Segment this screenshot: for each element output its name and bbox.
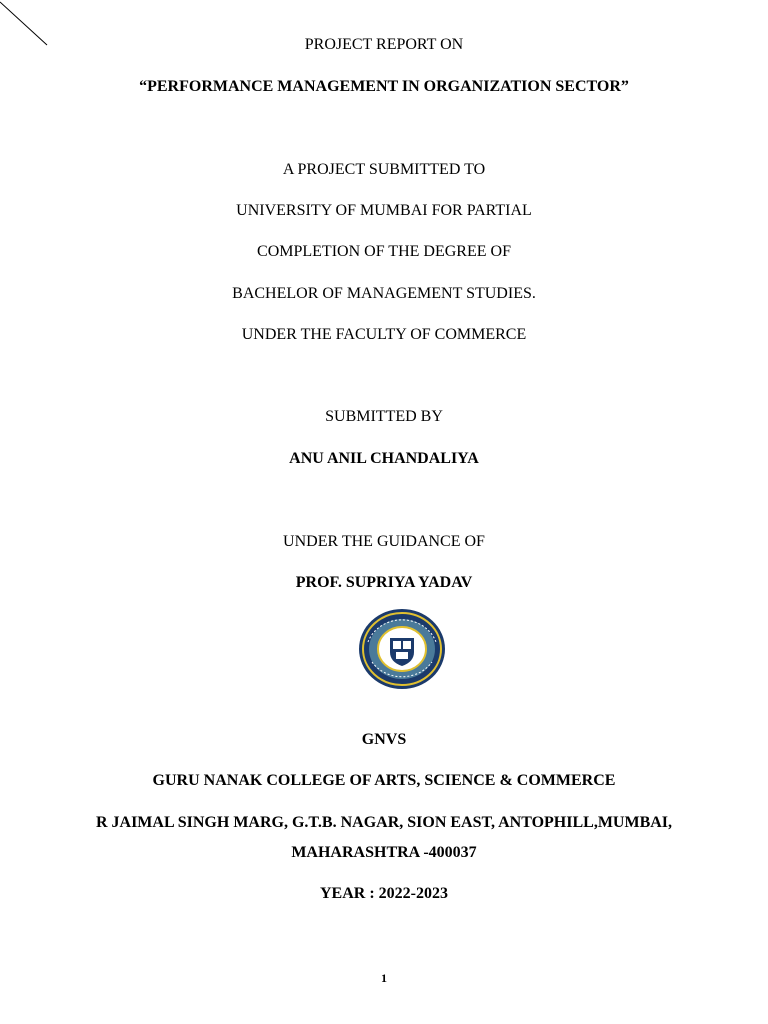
address-line-2: MAHARASHTRA -400037 bbox=[291, 844, 477, 861]
submitted-to-line-2: UNIVERSITY OF MUMBAI FOR PARTIAL bbox=[236, 202, 532, 219]
guide-name: PROF. SUPRIYA YADAV bbox=[295, 574, 473, 591]
report-heading: PROJECT REPORT ON bbox=[304, 36, 464, 53]
submitted-to-line-5: UNDER THE FACULTY OF COMMERCE bbox=[241, 326, 527, 343]
address-line-1: R JAIMAL SINGH MARG, G.T.B. NAGAR, SION EAST, ANTOPHILL,MUMBAI, bbox=[95, 814, 673, 831]
college-name: GURU NANAK COLLEGE OF ARTS, SCIENCE & COMMERCE bbox=[152, 772, 616, 789]
submitted-to-line-4: BACHELOR OF MANAGEMENT STUDIES. bbox=[232, 285, 536, 302]
guidance-label: UNDER THE GUIDANCE OF bbox=[283, 533, 485, 550]
student-name: ANU ANIL CHANDALIYA bbox=[289, 450, 479, 467]
college-short-name: GNVS bbox=[361, 731, 407, 748]
college-seal-icon bbox=[358, 608, 446, 690]
page-number: 1 bbox=[381, 971, 387, 985]
submitted-to-line-1: A PROJECT SUBMITTED TO bbox=[282, 161, 486, 178]
submitted-by-label: SUBMITTED BY bbox=[325, 408, 443, 425]
report-title: “PERFORMANCE MANAGEMENT IN ORGANIZATION SECTOR” bbox=[139, 78, 629, 95]
academic-year: YEAR : 2022-2023 bbox=[320, 885, 448, 902]
submitted-to-line-3: COMPLETION OF THE DEGREE OF bbox=[257, 243, 511, 260]
